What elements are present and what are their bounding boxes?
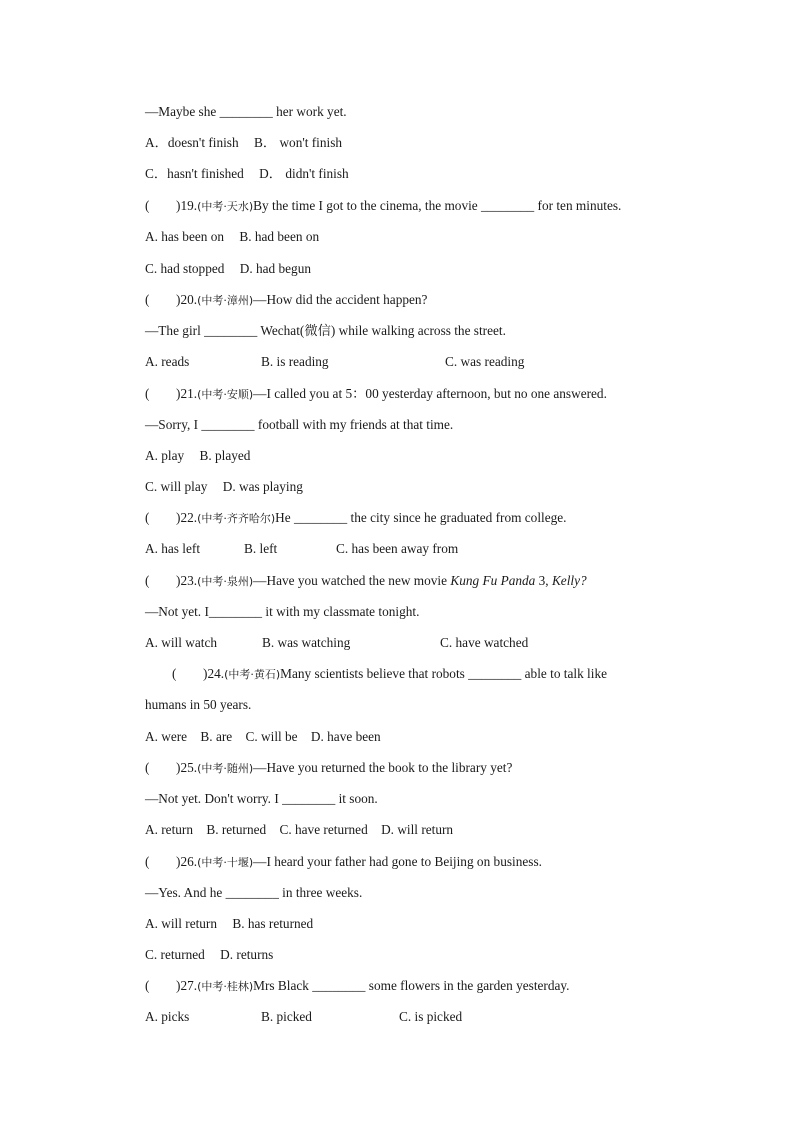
option-a: A. will return [145,916,218,931]
option-c: C. had stopped [145,261,225,276]
question-20 [145,292,685,309]
q25-options [145,822,685,838]
option-c: C. returned [145,947,205,962]
option-d: D. was playing [222,479,303,494]
q18-options-ab [145,135,685,151]
option-a: A. has been on [145,229,225,244]
question-text: —Have you watched the new movie [253,573,451,588]
question-text: By the time I got to the cinema, the movie ________ for ten minutes. [253,198,622,213]
question-text: He ________ the city since he graduated from college. [275,510,567,525]
q18-options-cd [145,166,685,182]
option-b: B. picked [261,1009,312,1024]
option-b: B. returned [206,822,267,837]
question-source: (中考·十堰) [197,856,254,869]
question-source: (中考·齐齐哈尔) [197,512,276,525]
option-b: B． won't finish [253,135,343,150]
option-b: B. are [200,729,233,744]
option-c: C. is picked [399,1009,463,1024]
answer-blank: ( )27. [145,978,198,993]
question-21 [145,386,685,403]
question-text: Mrs Black ________ some flowers in the garden yesterday. [253,978,570,993]
option-c: C. will be [245,729,298,744]
option-a: A. were [145,729,188,744]
q26-options-cd [145,947,685,963]
question-source: (中考·随州) [197,762,254,775]
answer-blank: ( )26. [145,854,198,869]
q26-options-ab [145,916,685,932]
option-c: C. will play [145,479,208,494]
question-24 [172,666,685,683]
question-25 [145,760,685,777]
option-a: A. return [145,822,193,837]
option-b: B. left [244,541,278,556]
question-source: (中考·泉州) [197,575,254,588]
question-26 [145,854,685,871]
answer-blank: ( )24. [172,666,225,681]
option-b: B. is reading [261,354,329,369]
option-b: B. has returned [232,916,314,931]
option-a: A. has left [145,541,201,556]
q20-answer-line: —The girl ________ Wechat(微信) while walking across the street. [145,323,506,338]
option-b: B. was watching [262,635,351,650]
question-source: (中考·漳州) [197,294,254,307]
question-22 [145,510,685,527]
q21-options-ab [145,448,685,464]
answer-blank: ( )19. [145,198,198,213]
question-27 [145,978,685,995]
q24-continuation: humans in 50 years. [145,697,252,712]
option-a: A. reads [145,354,190,369]
option-c: C. was reading [445,354,525,369]
option-d: D. will return [381,822,454,837]
answer-blank: ( )25. [145,760,198,775]
q25-answer-line: —Not yet. Don't worry. I ________ it soon. [145,791,378,806]
answer-blank: ( )21. [145,386,198,401]
option-c: C. have watched [440,635,529,650]
option-b: B. played [199,448,251,463]
movie-title: Kung Fu Panda [450,573,536,588]
question-19 [145,198,685,215]
option-d: D． didn't finish [259,166,349,181]
question-text: —How did the accident happen? [253,292,428,307]
option-d: D. returns [220,947,274,962]
question-source: (中考·黄石) [224,668,281,681]
option-d: D. have been [310,729,381,744]
question-source: (中考·桂林) [197,980,254,993]
question-text: —I called you at 5：00 yesterday afternoon, but no one answered. [253,386,607,401]
q19-options-ab [145,229,685,245]
q26-answer-line: —Yes. And he ________ in three weeks. [145,885,363,900]
answer-blank: ( )23. [145,573,198,588]
option-d: D. had begun [239,261,312,276]
option-c: C．hasn't finished [145,166,244,181]
option-c: C. has been away from [336,541,459,556]
question-text: Many scientists believe that robots ________ able to talk like [280,666,607,681]
option-a: A. picks [145,1009,190,1024]
option-a: A. play [145,448,185,463]
option-a: A．doesn't finish [145,135,239,150]
question-text-tail: 3, [535,573,552,588]
question-source: (中考·安顺) [197,388,254,401]
option-a: A. will watch [145,635,218,650]
question-source: (中考·天水) [197,200,254,213]
option-c: C. have returned [279,822,368,837]
q18-answer-line: —Maybe she ________ her work yet. [145,104,347,119]
answer-blank: ( )20. [145,292,198,307]
question-23 [145,573,685,590]
q24-options [145,729,685,745]
q19-options-cd [145,261,685,277]
q23-answer-line: —Not yet. I________ it with my classmate tonight. [145,604,420,619]
question-text: —I heard your father had gone to Beijing on business. [253,854,542,869]
answer-blank: ( )22. [145,510,198,525]
q21-answer-line: —Sorry, I ________ football with my friends at that time. [145,417,454,432]
option-b: B. had been on [239,229,320,244]
question-text: —Have you returned the book to the library yet? [253,760,513,775]
q21-options-cd [145,479,685,495]
addressee-name: Kelly? [551,573,587,588]
